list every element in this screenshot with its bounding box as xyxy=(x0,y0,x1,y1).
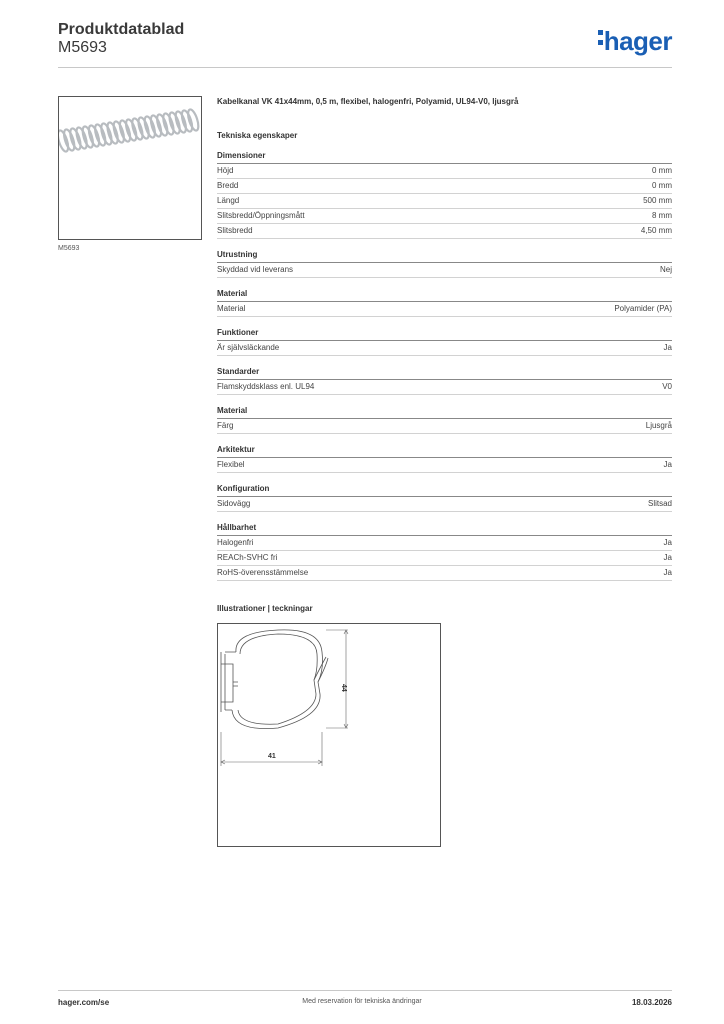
logo-colon-icon xyxy=(598,26,603,50)
spec-row xyxy=(217,458,672,473)
spec-label: Flamskyddsklass enl. UL94 xyxy=(217,382,315,391)
spec-row xyxy=(217,224,672,239)
spec-value: Polyamider (PA) xyxy=(614,304,672,313)
tech-heading: Tekniska egenskaper xyxy=(217,131,298,140)
spec-section-title: Utrustning xyxy=(217,250,672,263)
illustration-drawing xyxy=(217,623,441,847)
spec-label: Färg xyxy=(217,421,234,430)
spec-value: 4,50 mm xyxy=(640,226,672,235)
spec-label: Slitsbredd xyxy=(217,226,253,235)
spec-section-title: Hållbarhet xyxy=(217,523,672,536)
spec-sections xyxy=(217,151,672,581)
spec-value: Ja xyxy=(663,553,672,562)
spec-section xyxy=(217,484,672,512)
logo-text: hager xyxy=(603,26,672,56)
spec-value: Nej xyxy=(659,265,672,274)
spec-section xyxy=(217,523,672,581)
spec-section xyxy=(217,406,672,434)
hager-logo[interactable] xyxy=(598,26,672,57)
footer-date: 18.03.2026 xyxy=(631,998,672,1007)
spec-label: Höjd xyxy=(217,166,234,175)
spec-section-title: Konfiguration xyxy=(217,484,672,497)
spec-label: Material xyxy=(217,304,246,313)
spec-section-title: Funktioner xyxy=(217,328,672,341)
header-divider xyxy=(58,67,672,68)
spec-value: 0 mm xyxy=(652,181,672,190)
page-title: Produktdatablad xyxy=(58,21,185,38)
spec-row xyxy=(217,380,672,395)
footer-divider xyxy=(58,990,672,991)
spec-section xyxy=(217,289,672,317)
product-image-caption: M5693 xyxy=(58,245,80,252)
spec-row xyxy=(217,497,672,512)
spec-label: Flexibel xyxy=(217,460,245,469)
footer-disclaimer: Med reservation för tekniska ändringar xyxy=(302,998,422,1005)
spec-section-title: Material xyxy=(217,406,672,419)
product-description: Kabelkanal VK 41x44mm, 0,5 m, flexibel, halogenfri, Polyamid, UL94-V0, ljusgrå xyxy=(217,97,519,106)
spec-section xyxy=(217,151,672,239)
spec-row xyxy=(217,302,672,317)
spec-section xyxy=(217,367,672,395)
spec-label: Längd xyxy=(217,196,240,205)
flexible-conduit-icon xyxy=(59,97,201,239)
dimension-height-label: 44 xyxy=(340,684,347,692)
spec-row xyxy=(217,209,672,224)
spec-label: RoHS-överensstämmelse xyxy=(217,568,309,577)
spec-label: Halogenfri xyxy=(217,538,254,547)
spec-row xyxy=(217,536,672,551)
spec-value: V0 xyxy=(662,382,672,391)
spec-value: Ja xyxy=(663,460,672,469)
conduit-profile-drawing xyxy=(218,624,440,846)
product-code: M5693 xyxy=(58,39,107,56)
spec-row xyxy=(217,566,672,581)
spec-value: Ja xyxy=(663,343,672,352)
dimension-width-label: 41 xyxy=(268,753,276,760)
content-column xyxy=(217,96,672,592)
spec-label: Slitsbredd/Öppningsmått xyxy=(217,211,305,220)
spec-label: Sidovägg xyxy=(217,499,251,508)
spec-section-title: Standarder xyxy=(217,367,672,380)
spec-row xyxy=(217,194,672,209)
spec-label: REACh-SVHC fri xyxy=(217,553,278,562)
spec-row xyxy=(217,263,672,278)
spec-row xyxy=(217,179,672,194)
product-image xyxy=(58,96,202,240)
spec-row xyxy=(217,551,672,566)
spec-value: 8 mm xyxy=(652,211,672,220)
footer-website-link[interactable]: hager.com/se xyxy=(58,998,110,1007)
spec-label: Är självsläckande xyxy=(217,343,280,352)
spec-row xyxy=(217,341,672,356)
spec-label: Bredd xyxy=(217,181,239,190)
spec-section xyxy=(217,250,672,278)
spec-section-title: Dimensioner xyxy=(217,151,672,164)
spec-label: Skyddad vid leverans xyxy=(217,265,294,274)
spec-section-title: Arkitektur xyxy=(217,445,672,458)
spec-value: Ja xyxy=(663,568,672,577)
spec-value: 500 mm xyxy=(643,196,672,205)
spec-value: Ljusgrå xyxy=(645,421,672,430)
spec-section xyxy=(217,328,672,356)
spec-value: Slitsad xyxy=(647,499,672,508)
spec-row xyxy=(217,164,672,179)
spec-section-title: Material xyxy=(217,289,672,302)
spec-section xyxy=(217,445,672,473)
spec-row xyxy=(217,419,672,434)
spec-value: Ja xyxy=(663,538,672,547)
illustrations-title: Illustrationer | teckningar xyxy=(217,604,313,613)
spec-value: 0 mm xyxy=(652,166,672,175)
